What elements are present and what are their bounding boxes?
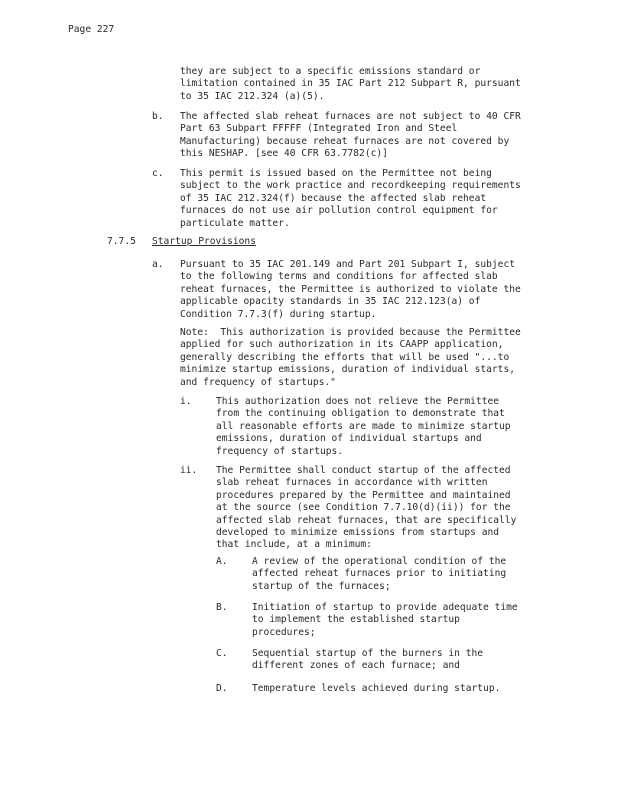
section-number: 7.7.5 bbox=[107, 236, 136, 247]
sub-D-text: Temperature levels achieved during startup. bbox=[252, 683, 501, 694]
paragraph-a-continuation: they are subject to a specific emissions standard or limitation contained in 35 IAC Part 212 Subpart R, pursuant to 35 IAC 212.324 (a)(5). bbox=[180, 66, 521, 102]
page-number: Page 227 bbox=[68, 24, 115, 35]
sub-D-label: D. bbox=[216, 683, 228, 694]
sub-B-label: B. bbox=[216, 602, 228, 613]
note-text: Note: This authorization is provided because the Permittee applied for such authorization in its CAAPP application, generally describing the efforts that will be used "...to minimize startup emissions, duration of individual starts, and frequency of startups." bbox=[180, 327, 521, 388]
sub-ii-text: The Permittee shall conduct startup of the affected slab reheat furnaces in accordance with written procedures prepared by the Permittee and maintained at the source (see Condition 7.7.10(d)(ii)) for the affected slab reheat furnaces, that are specifically developed to minimize emissions from startups and that include, at a minimum: bbox=[216, 465, 517, 551]
sub-C-text: Sequential startup of the burners in the different zones of each furnace; and bbox=[252, 648, 484, 672]
sub-A-text: A review of the operational condition of the affected reheat furnaces prior to initiating startup of the furnaces; bbox=[252, 556, 507, 592]
sub-A-label: A. bbox=[216, 556, 228, 567]
sub-C-label: C. bbox=[216, 648, 228, 659]
item-c-text: This permit is issued based on the Permittee not being subject to the work practice and recordkeeping requirements of 35 IAC 212.324(f) because the affected slab reheat furnaces do not use air pollution control equipment for particulate matter. bbox=[180, 168, 521, 229]
item-a-label: a. bbox=[152, 259, 164, 270]
sub-i-label: i. bbox=[180, 396, 192, 407]
item-c-label: c. bbox=[152, 168, 164, 179]
item-b-label: b. bbox=[152, 111, 164, 122]
item-a-text: Pursuant to 35 IAC 201.149 and Part 201 Subpart I, subject to the following terms and conditions for affected slab reheat furnaces, the Permittee is authorized to violate the applicable opacity standards in 35 IAC 212.123(a) of Condition 7.7.3(f) during startup. bbox=[180, 259, 521, 320]
sub-B-text: Initiation of startup to provide adequate time to implement the established startup procedures; bbox=[252, 602, 518, 638]
sub-i-text: This authorization does not relieve the Permittee from the continuing obligation to demonstrate that all reasonable efforts are made to minimize startup emissions, duration of individual startups and frequency of startups. bbox=[216, 396, 511, 457]
item-b-text: The affected slab reheat furnaces are not subject to 40 CFR Part 63 Subpart FFFFF (Integrated Iron and Steel Manufacturing) because reheat furnaces are not covered by this NESHAP. [see 40 CFR 63.7782(c)] bbox=[180, 111, 521, 160]
sub-ii-label: ii. bbox=[180, 465, 198, 476]
section-title: Startup Provisions bbox=[152, 236, 256, 247]
